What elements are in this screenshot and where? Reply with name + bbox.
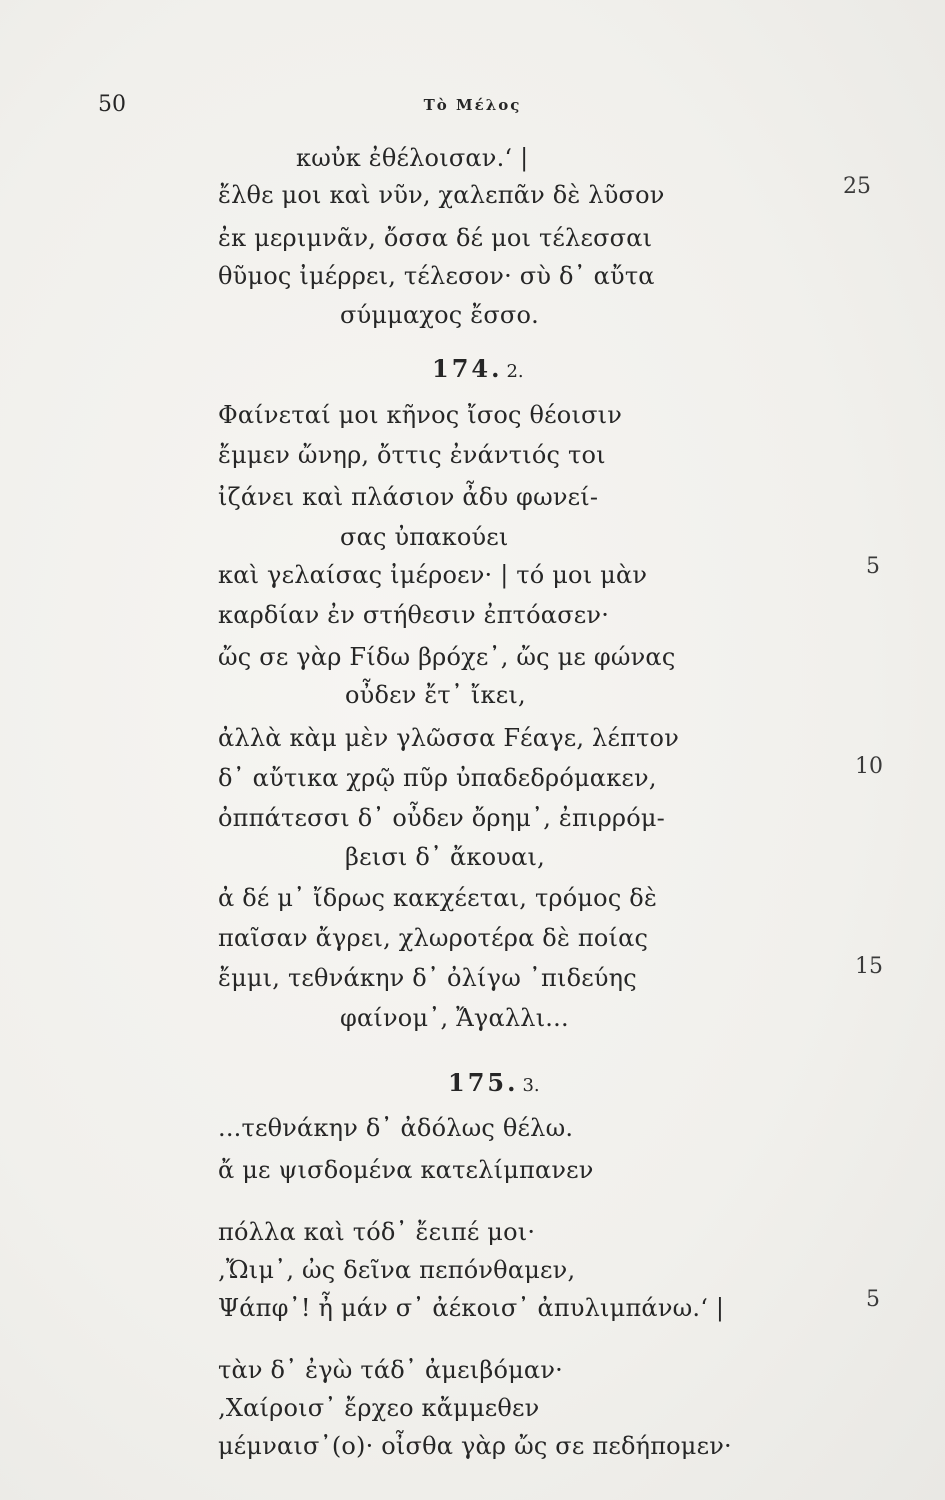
verse-line: Ψάπφ᾽! ἦ μάν σ᾽ ἀέκοισ᾽ ἀπυλιμπάνω.‘ | bbox=[218, 1294, 725, 1322]
poem-heading-174 bbox=[432, 352, 524, 389]
verse-line: δ᾽ αὔτικα χρῷ πῦρ ὐπαδεδρόμακεν, bbox=[218, 764, 657, 792]
margin-line-number: 10 bbox=[855, 754, 883, 779]
verse-line: καὶ γελαίσας ἰμέροεν· | τό μοι μὰν bbox=[218, 561, 648, 589]
verse-line: ἀλλὰ κὰμ μὲν γλῶσσα Ϝέαγε, λέπτον bbox=[218, 724, 679, 752]
verse-line: φαίνομ᾽, Ἄγαλλι... bbox=[340, 1004, 569, 1032]
margin-line-number: 15 bbox=[855, 954, 883, 979]
poem-number: 175. bbox=[448, 1068, 519, 1097]
verse-line: κωὐκ ἐθέλοισαν.‘ | bbox=[296, 144, 529, 172]
poem-heading-175 bbox=[448, 1066, 540, 1103]
verse-line: ‚Χαίροισ᾽ ἔρχεο κἄμμεθεν bbox=[218, 1394, 540, 1422]
verse-line: ὀππάτεσσι δ᾽ οὖδεν ὄρημ᾽, ἐπιρρόμ- bbox=[218, 804, 665, 832]
margin-line-number: 5 bbox=[866, 1287, 880, 1312]
running-title: Τὸ Μέλος bbox=[423, 96, 522, 114]
verse-line: ἔλθε μοι καὶ νῦν, χαλεπᾶν δὲ λῦσον bbox=[218, 181, 665, 209]
verse-line: ἰζάνει καὶ πλάσιον ἆδυ φωνεί- bbox=[218, 483, 599, 511]
verse-line: ἄ με ψισδομένα κατελίμπανεν bbox=[218, 1156, 594, 1184]
verse-line: ἔμμι, τεθνάκην δ᾽ ὀλίγω ᾽πιδεύης bbox=[218, 964, 637, 992]
margin-line-number: 5 bbox=[866, 554, 880, 579]
verse-line: ‚Ὤιμ᾽, ὠς δεῖνα πεπόνθαμεν, bbox=[218, 1256, 576, 1284]
verse-line: Φαίνεταί μοι κῆνος ἴσος θέοισιν bbox=[218, 401, 623, 429]
page-number: 50 bbox=[98, 92, 126, 117]
verse-line: πόλλα καὶ τόδ᾽ ἔειπέ μοι· bbox=[218, 1218, 536, 1246]
verse-line: ἀ δέ μ᾽ ἴδρως κακχέεται, τρόμος δὲ bbox=[218, 884, 658, 912]
verse-line: σύμμαχος ἔσσο. bbox=[340, 301, 539, 329]
poem-subnumber: 2. bbox=[506, 361, 524, 382]
verse-line: καρδίαν ἐν στήθεσιν ἐπτόασεν· bbox=[218, 601, 610, 629]
verse-line: ...τεθνάκην δ᾽ ἀδόλως θέλω. bbox=[218, 1114, 574, 1142]
verse-line: παῖσαν ἄγρει, χλωροτέρα δὲ ποίας bbox=[218, 924, 649, 952]
verse-line: σας ὐπακούει bbox=[340, 523, 509, 551]
poem-number: 174. bbox=[432, 354, 503, 383]
verse-line: ὤς σε γὰρ Ϝίδω βρόχε᾽, ὤς με φώνας bbox=[218, 643, 676, 671]
verse-line: ἐκ μεριμνᾶν, ὄσσα δέ μοι τέλεσσαι bbox=[218, 224, 653, 252]
verse-line: οὖδεν ἔτ᾽ ἴκει, bbox=[345, 681, 526, 709]
verse-line: μέμναισ᾽(ο)· οἶσθα γὰρ ὤς σε πεδήπομεν· bbox=[218, 1432, 732, 1460]
verse-line: τὰν δ᾽ ἐγὼ τάδ᾽ ἀμειβόμαν· bbox=[218, 1356, 563, 1384]
verse-line: βεισι δ᾽ ἄκουαι, bbox=[345, 843, 545, 871]
poem-subnumber: 3. bbox=[522, 1075, 540, 1096]
margin-line-number: 25 bbox=[843, 174, 871, 199]
verse-line: θῦμος ἰμέρρει, τέλεσον· σὺ δ᾽ αὔτα bbox=[218, 262, 655, 290]
verse-line: ἔμμεν ὤνηρ, ὄττις ἐνάντιός τοι bbox=[218, 441, 606, 469]
